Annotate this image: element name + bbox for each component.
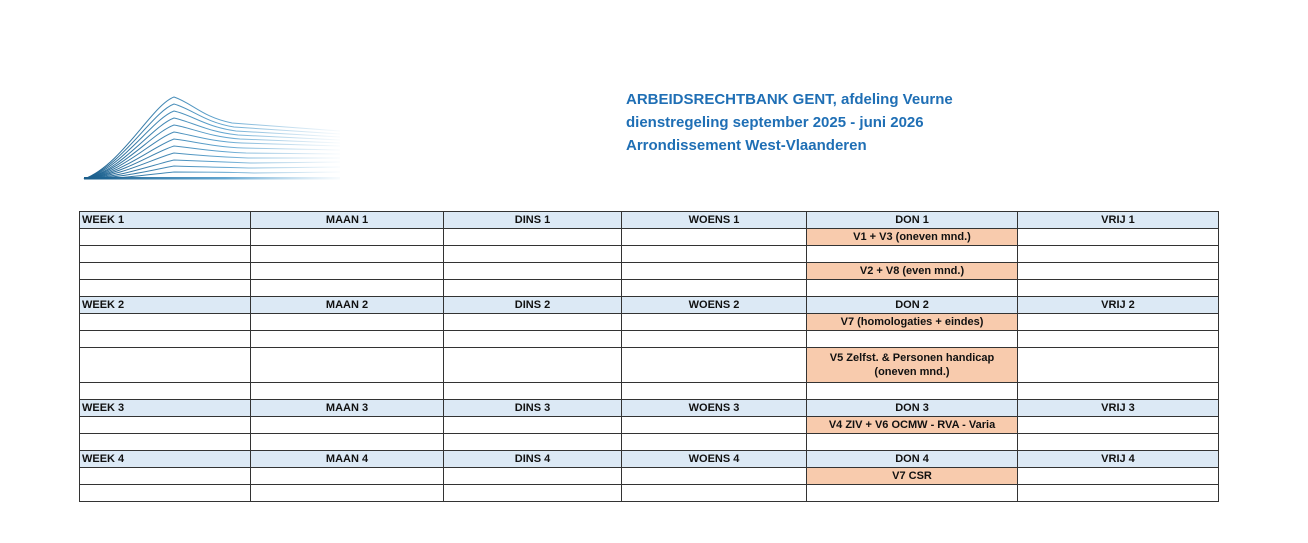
day-header-tuesday: DINS 4 (444, 451, 622, 468)
session-cell: V1 + V3 (oneven mnd.) (807, 229, 1018, 246)
schedule-row (80, 383, 1219, 400)
session-cell: V7 (homologaties + eindes) (807, 314, 1018, 331)
day-header-monday: MAAN 4 (251, 451, 444, 468)
week-header-row (80, 212, 1219, 229)
empty-cell (1018, 468, 1219, 485)
empty-cell (80, 280, 251, 297)
session-cell: V2 + V8 (even mnd.) (807, 263, 1018, 280)
schedule-row (80, 263, 1219, 280)
day-header-thursday: DON 1 (807, 212, 1018, 229)
empty-cell (251, 263, 444, 280)
building-lines-logo (82, 95, 342, 181)
empty-cell (444, 331, 622, 348)
schedule-row (80, 434, 1219, 451)
empty-cell (622, 383, 807, 400)
schedule-row (80, 348, 1219, 383)
day-header-wednesday: WOENS 4 (622, 451, 807, 468)
empty-cell (251, 485, 444, 502)
day-header-thursday: DON 2 (807, 297, 1018, 314)
empty-cell (251, 331, 444, 348)
empty-cell (444, 246, 622, 263)
schedule-row (80, 280, 1219, 297)
empty-cell (444, 314, 622, 331)
empty-cell (251, 246, 444, 263)
session-cell: V4 ZIV + V6 OCMW - RVA - Varia (807, 417, 1018, 434)
empty-cell (444, 383, 622, 400)
empty-cell (80, 246, 251, 263)
empty-cell (251, 434, 444, 451)
empty-cell (80, 348, 251, 383)
empty-cell (1018, 485, 1219, 502)
empty-cell (807, 485, 1018, 502)
empty-cell (80, 485, 251, 502)
empty-cell (444, 280, 622, 297)
day-header-friday: VRIJ 2 (1018, 297, 1219, 314)
empty-cell (1018, 434, 1219, 451)
empty-cell (80, 417, 251, 434)
empty-cell (807, 434, 1018, 451)
empty-cell (1018, 331, 1219, 348)
empty-cell (1018, 383, 1219, 400)
day-header-monday: MAAN 2 (251, 297, 444, 314)
week-label: WEEK 4 (80, 451, 251, 468)
day-header-monday: MAAN 1 (251, 212, 444, 229)
court-title: ARBEIDSRECHTBANK GENT, afdeling Veurne (626, 91, 953, 108)
empty-cell (622, 314, 807, 331)
empty-cell (251, 314, 444, 331)
schedule-row (80, 314, 1219, 331)
empty-cell (1018, 229, 1219, 246)
empty-cell (444, 417, 622, 434)
empty-cell (80, 229, 251, 246)
empty-cell (807, 331, 1018, 348)
day-header-thursday: DON 4 (807, 451, 1018, 468)
day-header-wednesday: WOENS 1 (622, 212, 807, 229)
schedule-row (80, 468, 1219, 485)
empty-cell (807, 383, 1018, 400)
week-label: WEEK 2 (80, 297, 251, 314)
empty-cell (251, 348, 444, 383)
empty-cell (807, 280, 1018, 297)
day-header-friday: VRIJ 3 (1018, 400, 1219, 417)
session-cell: V7 CSR (807, 468, 1018, 485)
empty-cell (80, 383, 251, 400)
empty-cell (1018, 417, 1219, 434)
empty-cell (622, 468, 807, 485)
empty-cell (622, 263, 807, 280)
empty-cell (622, 485, 807, 502)
schedule-row (80, 331, 1219, 348)
empty-cell (444, 263, 622, 280)
schedule-table (79, 211, 1219, 502)
day-header-tuesday: DINS 3 (444, 400, 622, 417)
empty-cell (1018, 263, 1219, 280)
day-header-tuesday: DINS 1 (444, 212, 622, 229)
session-cell: V5 Zelfst. & Personen handicap (oneven mnd.) (807, 348, 1018, 383)
empty-cell (251, 383, 444, 400)
empty-cell (622, 229, 807, 246)
day-header-friday: VRIJ 4 (1018, 451, 1219, 468)
empty-cell (622, 246, 807, 263)
empty-cell (80, 331, 251, 348)
day-header-friday: VRIJ 1 (1018, 212, 1219, 229)
empty-cell (622, 280, 807, 297)
empty-cell (251, 229, 444, 246)
week-label: WEEK 1 (80, 212, 251, 229)
empty-cell (444, 229, 622, 246)
empty-cell (80, 434, 251, 451)
empty-cell (1018, 348, 1219, 383)
empty-cell (444, 468, 622, 485)
empty-cell (444, 348, 622, 383)
day-header-monday: MAAN 3 (251, 400, 444, 417)
week-label: WEEK 3 (80, 400, 251, 417)
schedule-row (80, 246, 1219, 263)
empty-cell (622, 417, 807, 434)
day-header-wednesday: WOENS 3 (622, 400, 807, 417)
empty-cell (251, 280, 444, 297)
day-header-thursday: DON 3 (807, 400, 1018, 417)
week-header-row (80, 400, 1219, 417)
empty-cell (80, 263, 251, 280)
empty-cell (251, 417, 444, 434)
empty-cell (1018, 314, 1219, 331)
empty-cell (622, 434, 807, 451)
schedule-row (80, 229, 1219, 246)
day-header-tuesday: DINS 2 (444, 297, 622, 314)
document-header (626, 88, 953, 157)
empty-cell (444, 434, 622, 451)
empty-cell (622, 331, 807, 348)
schedule-period: dienstregeling september 2025 - juni 2026 (626, 114, 924, 131)
week-header-row (80, 451, 1219, 468)
empty-cell (80, 468, 251, 485)
schedule-row (80, 485, 1219, 502)
schedule-row (80, 417, 1219, 434)
empty-cell (807, 246, 1018, 263)
empty-cell (622, 348, 807, 383)
week-header-row (80, 297, 1219, 314)
empty-cell (444, 485, 622, 502)
district-name: Arrondissement West-Vlaanderen (626, 137, 867, 154)
empty-cell (1018, 246, 1219, 263)
day-header-wednesday: WOENS 2 (622, 297, 807, 314)
empty-cell (1018, 280, 1219, 297)
empty-cell (251, 468, 444, 485)
empty-cell (80, 314, 251, 331)
